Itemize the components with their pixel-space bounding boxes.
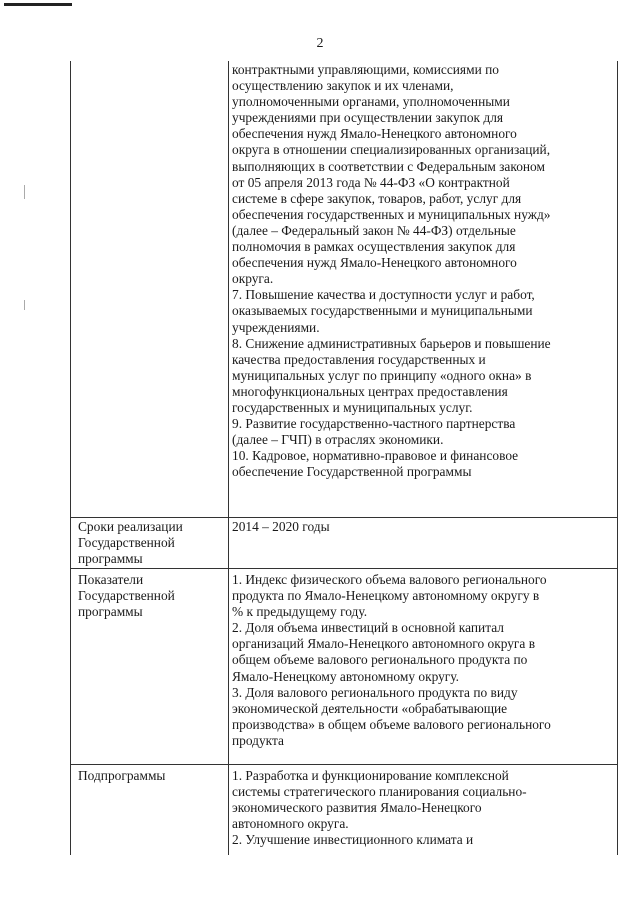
- row-1-content: [232, 62, 614, 480]
- text-line: системе в сфере закупок, товаров, работ, услуг для: [232, 190, 522, 206]
- text-line: Государственной: [78, 535, 175, 551]
- text-line: обеспечения государственных и муниципальных нужд»: [232, 206, 551, 222]
- text-line: продукта по Ямало-Ненецкому автономному округу в: [232, 588, 540, 604]
- table-border-right: [617, 61, 618, 855]
- text-line: качества предоставления государственных и: [232, 351, 486, 367]
- text-line: экономического развития Ямало-Ненецкого: [232, 800, 482, 816]
- row-4-content: [232, 768, 614, 848]
- text-line: Государственной: [78, 588, 175, 604]
- text-line: округа.: [232, 271, 274, 287]
- text-line: производства» в общем объеме валового регионального: [232, 716, 551, 732]
- row-divider: [70, 568, 618, 569]
- text-line: Показатели: [78, 572, 144, 587]
- text-line: государственных и муниципальных услуг.: [232, 399, 473, 415]
- text-line: Сроки реализации: [78, 519, 183, 534]
- text-line: программы: [78, 551, 143, 567]
- row-divider: [70, 764, 618, 765]
- text-line: системы стратегического планирования социально-: [232, 784, 527, 800]
- margin-mark: [24, 185, 25, 199]
- text-line: 1. Разработка и функционирование комплексной: [232, 768, 509, 783]
- text-line: округа в отношении специализированных организаций,: [232, 142, 551, 158]
- row-2-label: [78, 519, 226, 567]
- text-line: % к предыдущему году.: [232, 604, 368, 620]
- text-line: учреждениями.: [232, 319, 320, 335]
- text-line: 1. Индекс физического объема валового регионального: [232, 572, 547, 587]
- text-line: оказываемых государственными и муниципальными: [232, 303, 533, 319]
- text-line: (далее – ГЧП) в отраслях экономики.: [232, 432, 444, 448]
- text-line: 9. Развитие государственно-частного партнерства: [232, 416, 516, 432]
- text-line: (далее – Федеральный закон № 44-ФЗ) отдельные: [232, 222, 516, 238]
- text-line: организаций Ямало-Ненецкого автономного округа в: [232, 636, 536, 652]
- text-line: обеспечения нужд Ямало-Ненецкого автономного: [232, 126, 517, 142]
- text-line: осуществлению закупок и их членами,: [232, 78, 454, 94]
- text-line: контрактными управляющими, комиссиями по: [232, 62, 499, 77]
- text-line: Ямало-Ненецкому автономному округу.: [232, 668, 459, 684]
- text-line: 10. Кадровое, нормативно-правовое и финансовое: [232, 448, 519, 464]
- page-number: 2: [316, 36, 324, 51]
- corner-mark: [4, 3, 72, 6]
- text-line: общем объеме валового регионального продукта по: [232, 652, 528, 668]
- text-line: 7. Повышение качества и доступности услуг и работ,: [232, 287, 535, 303]
- text-line: 8. Снижение административных барьеров и повышение: [232, 335, 551, 351]
- table-border-left: [70, 61, 71, 855]
- text-line: учреждениями при осуществлении закупок для: [232, 110, 504, 126]
- text-line: обеспечение Государственной программы: [232, 464, 472, 480]
- text-line: 3. Доля валового регионального продукта по виду: [232, 684, 518, 700]
- text-line: многофункциональных центрах предоставления: [232, 383, 508, 399]
- text-line: полномочия в рамках осуществления закупок для: [232, 239, 516, 255]
- row-4-label: [78, 768, 226, 784]
- text-line: продукта: [232, 732, 284, 748]
- text-line: автономного округа.: [232, 816, 349, 832]
- text-line: выполняющих в соответствии с Федеральным законом: [232, 158, 545, 174]
- text-line: Подпрограммы: [78, 768, 166, 783]
- text-line: 2. Доля объема инвестиций в основной капитал: [232, 620, 504, 636]
- text-line: от 05 апреля 2013 года № 44-ФЗ «О контрактной: [232, 174, 510, 190]
- table-border-middle: [228, 61, 229, 855]
- row-3-content: [232, 572, 614, 749]
- text-line: экономической деятельности «обрабатывающие: [232, 700, 508, 716]
- text-line: 2014 – 2020 годы: [232, 519, 330, 534]
- text-line: муниципальных услуг по принципу «одного окна» в: [232, 367, 532, 383]
- text-line: обеспечения нужд Ямало-Ненецкого автономного: [232, 255, 517, 271]
- margin-mark: [24, 300, 25, 310]
- row-3-label: [78, 572, 226, 620]
- text-line: 2. Улучшение инвестиционного климата и: [232, 832, 474, 848]
- text-line: программы: [78, 604, 143, 620]
- row-2-content: [232, 519, 614, 535]
- text-line: уполномоченными органами, уполномоченными: [232, 94, 510, 110]
- row-divider: [70, 517, 618, 518]
